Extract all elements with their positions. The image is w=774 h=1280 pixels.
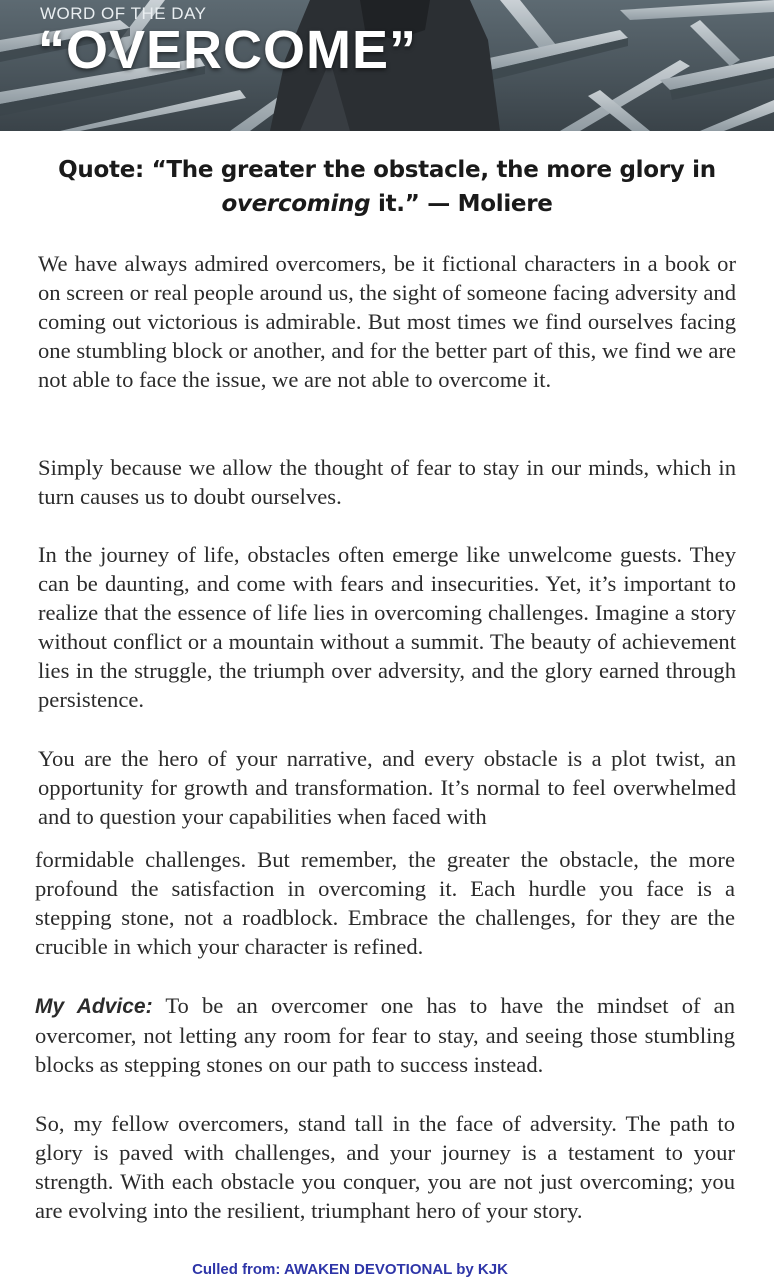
header-banner (0, 0, 774, 131)
word-title: “OVERCOME” (38, 20, 418, 80)
quote-suffix: it.” — Moliere (370, 191, 553, 217)
paragraph-3: In the journey of life, obstacles often emerge like unwelcome guests. They can be daunting, and come with fears and insecurities. Yet, it’s important to realize that the essence of life lies in overcoming challenges. Imagine a story without conflict or a mountain without a summit. The beauty of achievement lies in the struggle, the triumph over adversity, and the glory earned through persistence. (38, 542, 736, 712)
source-credit: Culled from: AWAKEN DEVOTIONAL by KJK (192, 1261, 508, 1278)
closing-paragraph: So, my fellow overcomers, stand tall in the face of adversity. The path to glory is paved with challenges, and your journey is a testament to your strength. With each obstacle you conquer, you are not just overcoming; you are evolving into the resilient, triumphant hero of your story. (35, 1111, 735, 1223)
paragraph-5: formidable challenges. But remember, the greater the obstacle, the more profound the satisfaction in overcoming it. Each hurdle you face is a stepping stone, not a roadblock. Embrace the challenges, for they are the crucible in which your character is refined. (35, 847, 735, 959)
advice-label: My Advice: (35, 995, 153, 1018)
quote-emphasis: overcoming (221, 191, 371, 217)
advice-text: To be an overcomer one has to have the mindset of an overcomer, not letting any room for fear to stay, and seeing those stumbling blocks as stepping stones on our path to success instead. (35, 993, 735, 1077)
word-of-the-day-label: WORD OF THE DAY (40, 4, 207, 23)
advice-paragraph (35, 991, 735, 1079)
quote-line (30, 153, 744, 221)
paragraph-2: Simply because we allow the thought of fear to stay in our minds, which in turn causes us to doubt ourselves. (38, 455, 736, 509)
quote-prefix: Quote: “The greater the obstacle, the more glory in (58, 157, 716, 183)
paragraph-4: You are the hero of your narrative, and every obstacle is a plot twist, an opportunity for growth and transformation. It’s normal to feel overwhelmed and to question your capabilities when faced with (38, 746, 736, 829)
paragraph-1: We have always admired overcomers, be it fictional characters in a book or on screen or real people around us, the sight of someone facing adversity and coming out victorious is admirable. But most times we find ourselves facing one stumbling block or another, and for the better part of this, we find we are not able to face the issue, we are not able to overcome it. (38, 251, 736, 392)
